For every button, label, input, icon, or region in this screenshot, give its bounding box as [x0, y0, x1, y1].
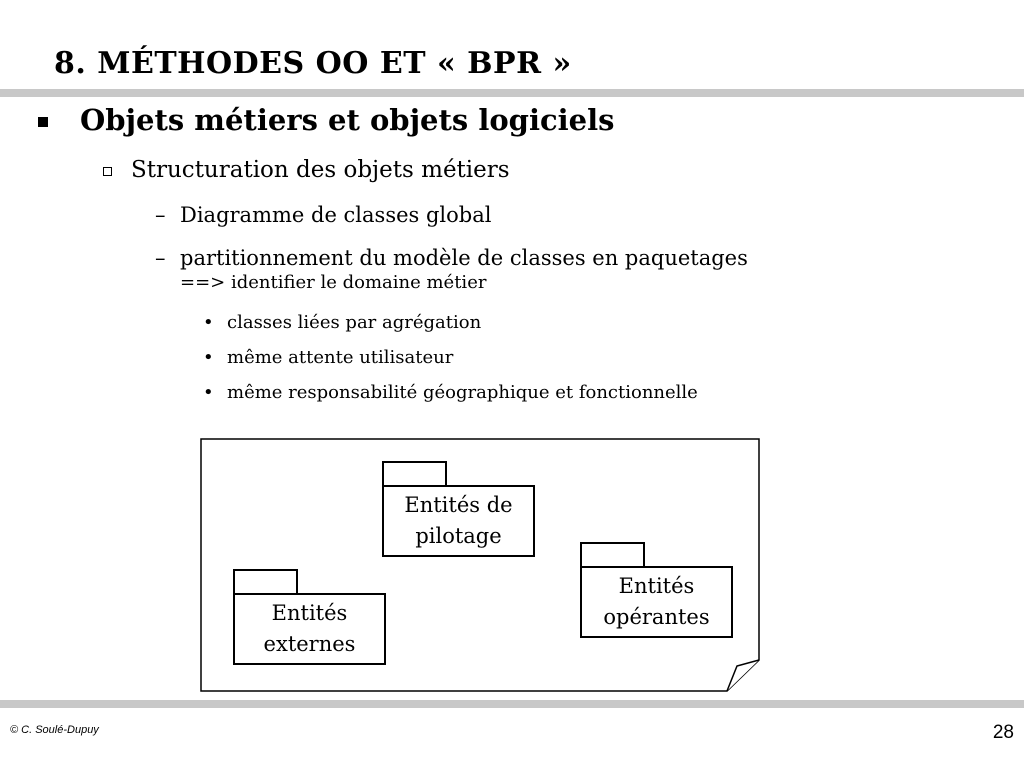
package-tab: [233, 569, 298, 593]
page-number: 28: [992, 722, 1014, 743]
bullet-text: même responsabilité géographique et fonctionnelle: [227, 382, 698, 403]
open-square-bullet-icon: [103, 167, 112, 176]
package-tab: [580, 542, 645, 566]
package-label-line1: Entités: [271, 601, 348, 625]
copyright-text: © C. Soulé-Dupuy: [10, 724, 99, 736]
dot-bullet: •: [203, 382, 214, 403]
list-item: [155, 244, 748, 294]
square-bullet-icon: [38, 117, 48, 127]
heading-text: Objets métiers et objets logiciels: [80, 103, 615, 137]
package-label-line2: opérantes: [603, 605, 710, 629]
bullet-item: [203, 381, 698, 405]
bullet-item: [203, 311, 481, 335]
package-tab: [382, 461, 447, 485]
package-label-line2: externes: [263, 632, 356, 656]
list-item-text: partitionnement du modèle de classes en paquetages: [180, 246, 748, 270]
subheading-text: Structuration des objets métiers: [131, 157, 510, 183]
dash-bullet: –: [155, 203, 166, 227]
uml-note-diagram: [200, 438, 760, 692]
package-body: [580, 566, 733, 638]
package-body: [382, 485, 535, 557]
list-item: [155, 201, 491, 229]
slide-title: 8. MÉTHODES OO ET « BPR »: [54, 46, 572, 81]
list-item-text: Diagramme de classes global: [180, 203, 492, 227]
package-body: [233, 593, 386, 665]
subheading-level2: [103, 154, 510, 186]
bullet-text: classes liées par agrégation: [227, 312, 482, 333]
list-item-subtext: ==> identifier le domaine métier: [180, 272, 487, 293]
bullet-text: même attente utilisateur: [227, 347, 454, 368]
bullet-item: [203, 346, 453, 370]
dash-bullet: –: [155, 246, 166, 270]
package-label-line1: Entités de: [404, 493, 513, 517]
package-label-line2: pilotage: [415, 524, 502, 548]
bottom-divider: [0, 700, 1024, 708]
dot-bullet: •: [203, 347, 214, 368]
top-divider: [0, 89, 1024, 97]
package-label-line1: Entités: [618, 574, 695, 598]
heading-level1: [38, 100, 614, 140]
dot-bullet: •: [203, 312, 214, 333]
